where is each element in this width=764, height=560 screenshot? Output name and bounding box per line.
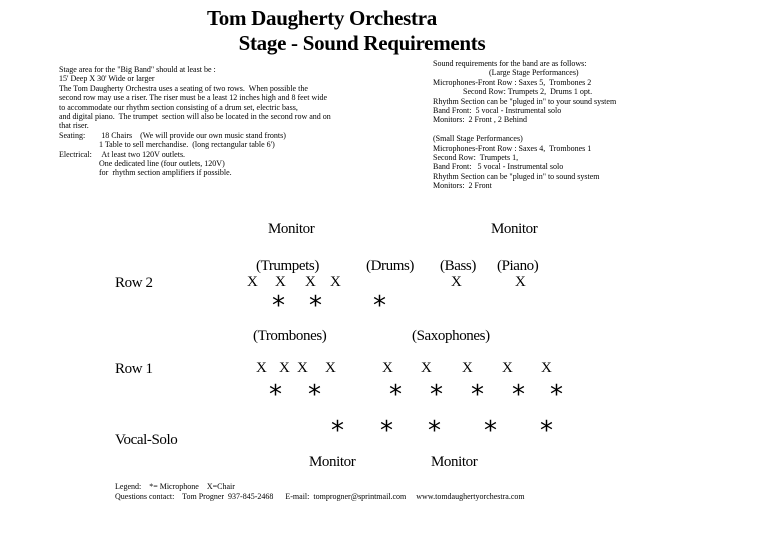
row1-chair: X [279, 360, 290, 376]
sound-text-line: Band Front: 5 vocal - Instrumental solo [433, 106, 562, 116]
stage-text-line: and digital piano. The trumpet section will also be located in the second row and on [59, 112, 331, 122]
sound-text-line: Band Front: 5 vocal - Instrumental solo [433, 162, 564, 172]
page-subtitle: Stage - Sound Requirements [238, 31, 486, 55]
vocal-microphone: * [540, 416, 553, 446]
sound-text-line: Sound requirements for the band are as follows: [433, 59, 587, 68]
row1-label: Row 1 [115, 361, 153, 377]
vocal-microphone: * [331, 416, 344, 446]
stage-text-line: 15' Deep X 30' Wide or larger [59, 74, 155, 84]
row1-chair: X [325, 360, 336, 376]
row2-microphone-drums: * [373, 291, 386, 321]
sound-text-line: (Large Stage Performances) [433, 68, 579, 78]
row2-chair: X [247, 274, 258, 290]
row1-microphone: * [389, 380, 402, 410]
sound-text-line: Monitors: 2 Front , 2 Behind [433, 115, 528, 125]
row2-label: Row 2 [115, 275, 153, 291]
row2-chair: X [305, 274, 316, 290]
vocal-microphone: * [428, 416, 441, 446]
row2-chair-bass: X [451, 274, 462, 290]
row2-microphone: * [309, 291, 322, 321]
monitor-bottom-right: Monitor [431, 454, 478, 470]
monitor-top-left: Monitor [268, 221, 315, 237]
row1-microphone: * [308, 380, 321, 410]
sound-text-line: Microphones-Front Row : Saxes 5, Trombones 2 [433, 77, 592, 87]
stage-text-line: One dedicated line (four outlets, 120V) [59, 159, 225, 169]
legend: Legend: *= Microphone X=Chair [115, 482, 235, 491]
sound-text-line: Rhythm Section can be "pluged in" to sound system [433, 171, 600, 181]
sound-text-line: (Small Stage Performances) [433, 134, 523, 144]
sound-text-line: Monitors: 2 Front [433, 181, 492, 191]
sound-text-line [433, 125, 616, 134]
section-saxophones: (Saxophones) [412, 328, 490, 344]
row1-chair: X [297, 360, 308, 376]
vocal-microphone: * [484, 416, 497, 446]
stage-text-line: second row may use a riser. The riser must be a least 12 inches high and 8 feet wide [59, 93, 327, 103]
row1-microphone: * [471, 380, 484, 410]
row1-chair: X [462, 360, 473, 376]
stage-text-line: Electrical: At least two 120V outlets. [59, 149, 186, 159]
row1-microphone: * [430, 380, 443, 410]
sound-text-line: Rhythm Section can be "pluged in" to your sound system [433, 96, 617, 106]
monitor-top-right: Monitor [491, 221, 538, 237]
sound-text-line: Microphones-Front Row : Saxes 4, Trombones 1 [433, 143, 592, 153]
stage-text-line: 1 Table to sell merchandise. (long rectangular table 6') [59, 140, 275, 150]
section-drums: (Drums) [366, 258, 415, 274]
stage-text-line: to accommodate our rhythm section consisting of a drum set, electric bass, [59, 102, 298, 112]
stage-text-line: Seating: 18 Chairs (We will provide our own music stand fronts) [59, 130, 286, 140]
page-title: Tom Daugherty Orchestra [207, 6, 437, 30]
row1-microphone: * [512, 380, 525, 410]
row1-chair: X [541, 360, 552, 376]
monitor-bottom-left: Monitor [309, 454, 356, 470]
row2-microphone: * [272, 291, 285, 321]
sound-requirements-text [433, 59, 616, 191]
stage-text-line: The Tom Daugherty Orchestra uses a seating of two rows. When possible the [59, 83, 308, 93]
section-piano: (Piano) [497, 258, 539, 274]
contact-info: Questions contact: Tom Progner 937-845-2468 E-mail: tomprogner@sprintmail.com www.tomdaughertyorchestra.com [115, 492, 525, 501]
stage-text-line: Stage area for the "Big Band" should at least be : [59, 65, 216, 74]
vocal-solo-label: Vocal-Solo [115, 432, 178, 448]
section-bass: (Bass) [440, 258, 476, 274]
stage-text-line: that riser. [59, 121, 89, 131]
row1-chair: X [256, 360, 267, 376]
row1-chair: X [502, 360, 513, 376]
section-trombones: (Trombones) [253, 328, 327, 344]
vocal-microphone: * [380, 416, 393, 446]
stage-requirements-text [59, 65, 331, 178]
row1-chair: X [421, 360, 432, 376]
section-trumpets: (Trumpets) [256, 258, 319, 274]
stage-text-line: for rhythm section amplifiers if possible. [59, 168, 232, 178]
row2-chair-piano: X [515, 274, 526, 290]
row2-chair: X [275, 274, 286, 290]
sound-text-line: Second Row: Trumpets 2, Drums 1 opt. [433, 87, 593, 97]
sound-text-line: Second Row: Trumpets 1, [433, 153, 519, 163]
row1-microphone: * [550, 380, 563, 410]
row2-chair: X [330, 274, 341, 290]
row1-microphone: * [269, 380, 282, 410]
row1-chair: X [382, 360, 393, 376]
